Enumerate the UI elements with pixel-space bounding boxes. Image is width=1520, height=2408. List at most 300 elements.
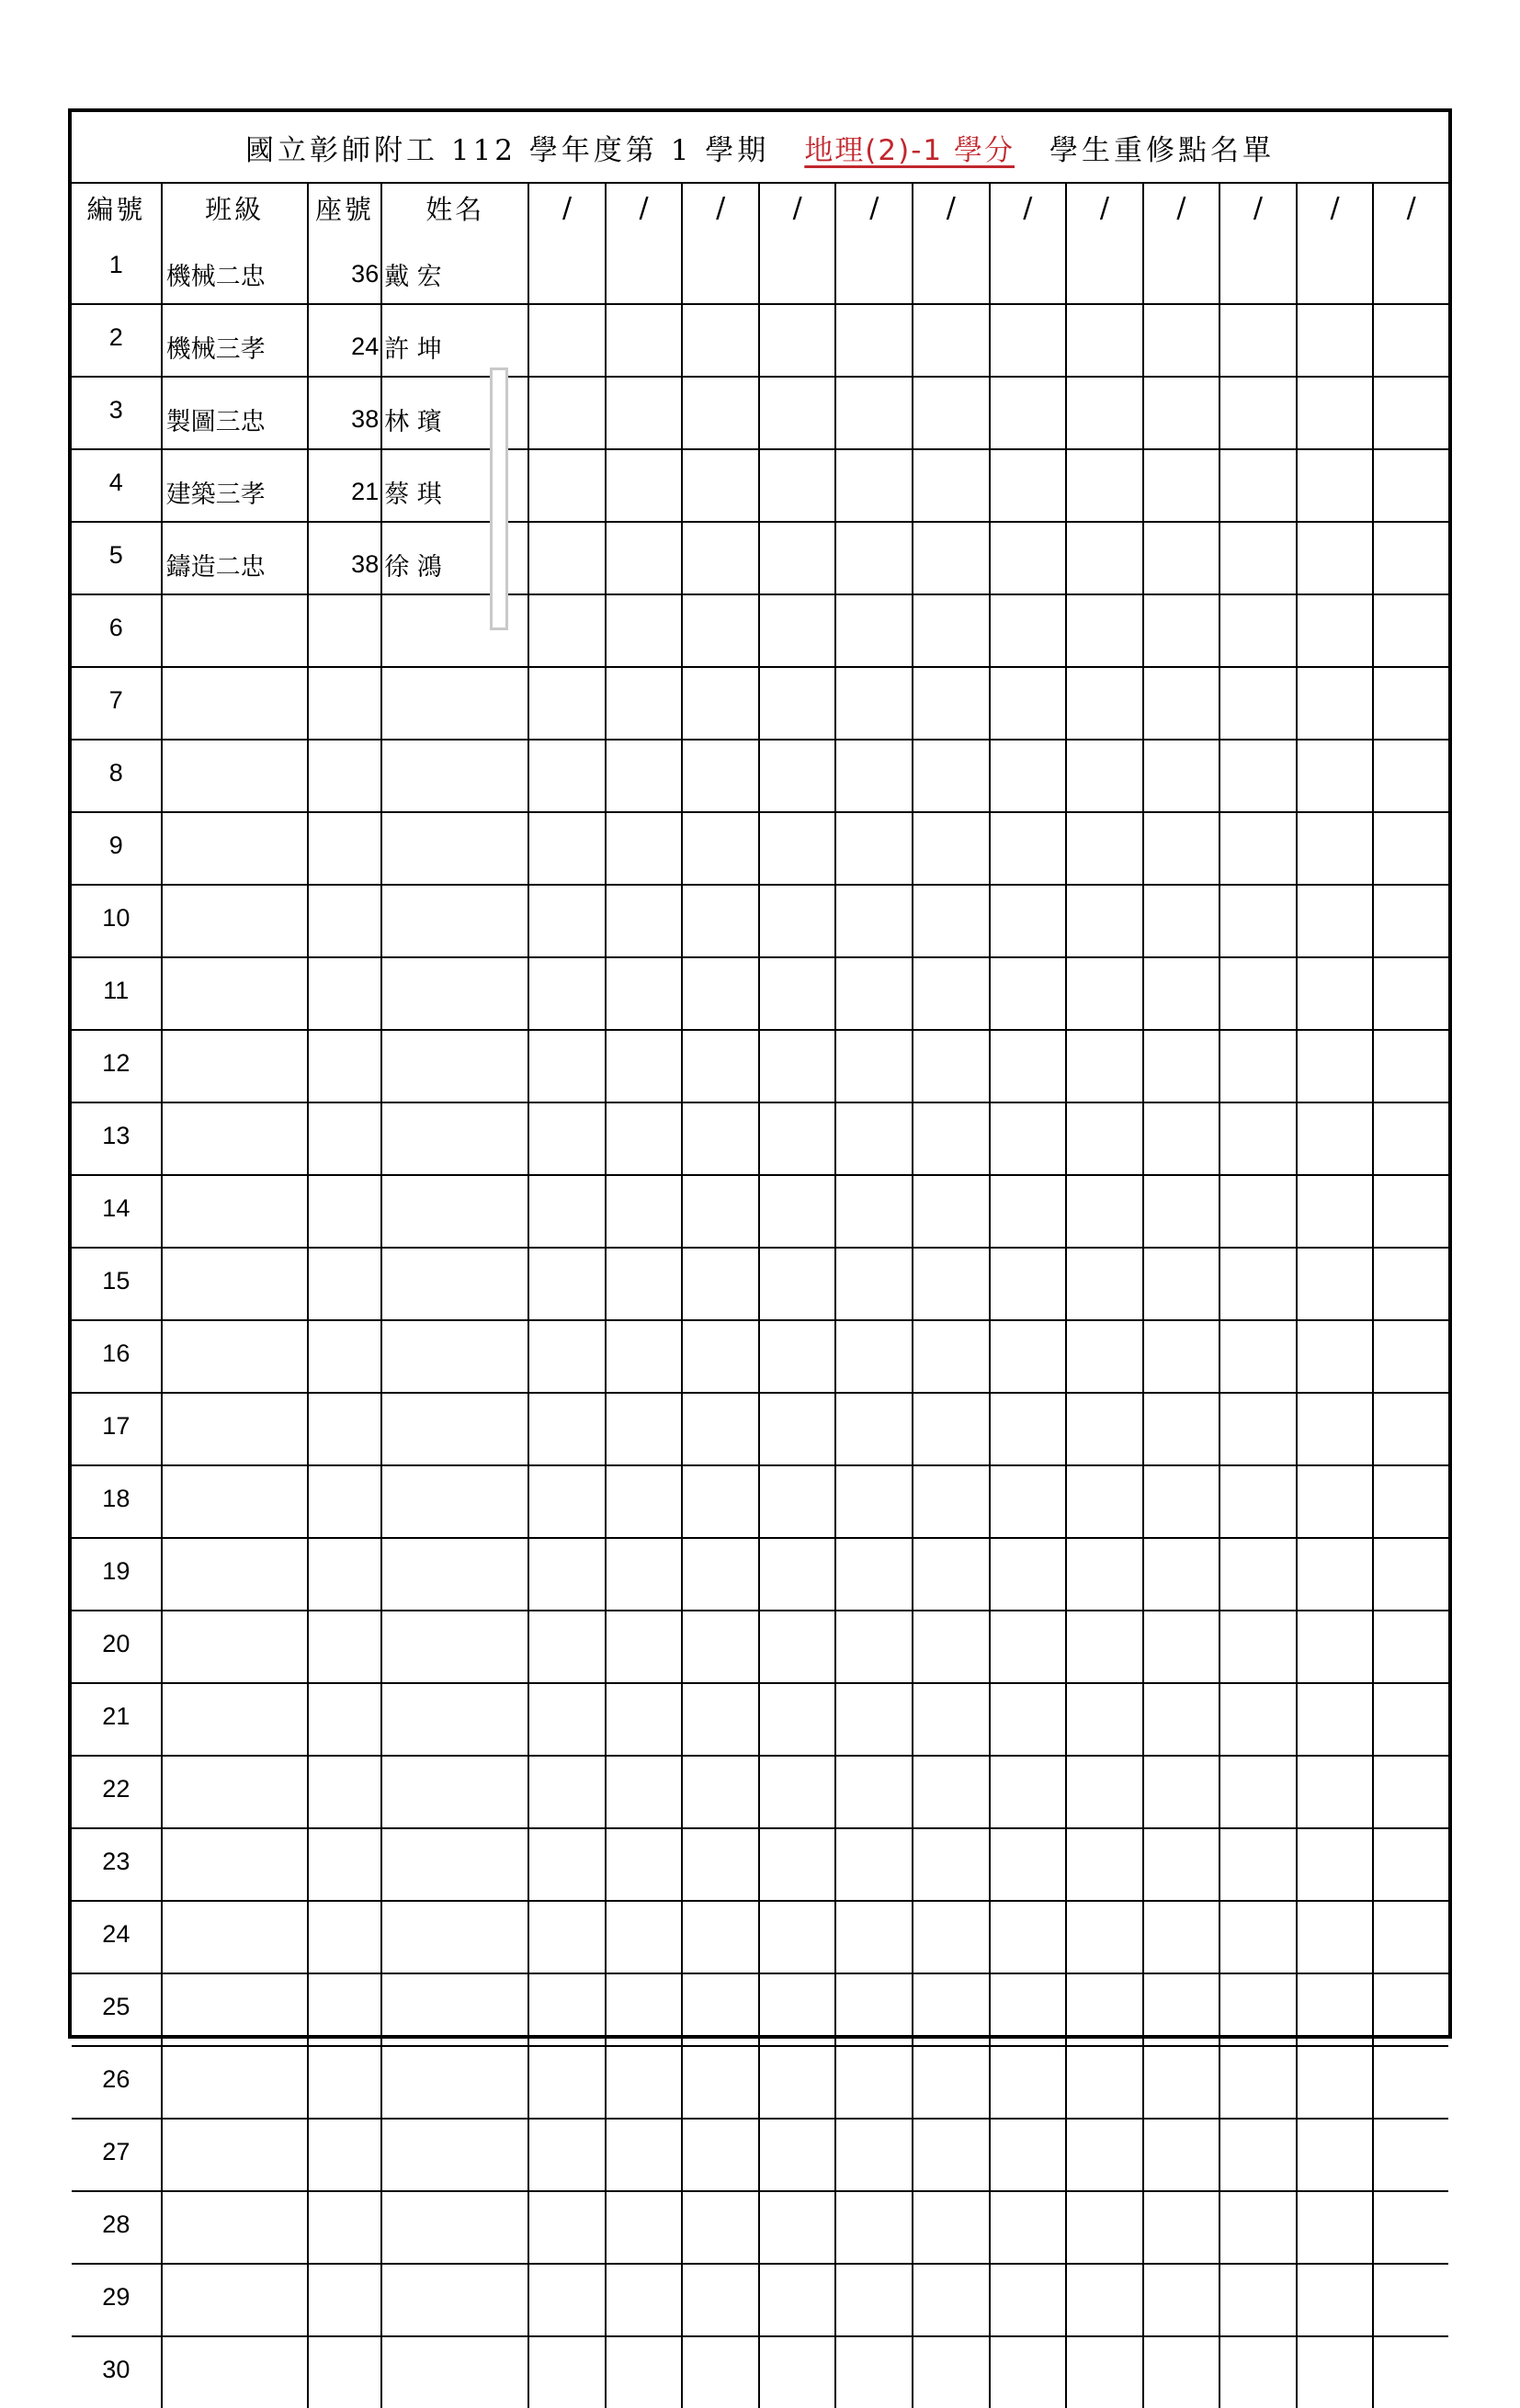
attendance-cell[interactable]	[990, 1320, 1067, 1393]
attendance-cell[interactable]	[1219, 1538, 1297, 1611]
attendance-cell[interactable]	[606, 1030, 683, 1102]
attendance-cell[interactable]	[759, 740, 836, 812]
attendance-cell[interactable]	[682, 2119, 759, 2191]
attendance-cell[interactable]	[990, 1465, 1067, 1538]
attendance-cell[interactable]	[1143, 1828, 1220, 1901]
attendance-cell[interactable]	[682, 304, 759, 377]
attendance-cell[interactable]	[1066, 812, 1143, 885]
attendance-cell[interactable]	[1373, 957, 1448, 1030]
attendance-cell[interactable]	[1373, 2119, 1448, 2191]
attendance-cell[interactable]	[1297, 740, 1374, 812]
attendance-cell[interactable]	[606, 2046, 683, 2119]
attendance-cell[interactable]	[1143, 740, 1220, 812]
attendance-cell[interactable]	[606, 377, 683, 449]
attendance-cell[interactable]	[1297, 1102, 1374, 1175]
attendance-cell[interactable]	[1297, 1248, 1374, 1320]
attendance-cell[interactable]	[990, 304, 1067, 377]
attendance-cell[interactable]	[990, 1030, 1067, 1102]
attendance-cell[interactable]	[913, 304, 990, 377]
attendance-cell[interactable]	[682, 1683, 759, 1756]
attendance-cell[interactable]	[1066, 2336, 1143, 2408]
attendance-cell[interactable]	[528, 1828, 606, 1901]
attendance-cell[interactable]	[682, 1901, 759, 1973]
attendance-cell[interactable]	[528, 1248, 606, 1320]
attendance-cell[interactable]	[1066, 1538, 1143, 1611]
attendance-cell[interactable]	[682, 1611, 759, 1683]
attendance-cell[interactable]	[528, 1393, 606, 1465]
attendance-cell[interactable]	[606, 667, 683, 740]
attendance-cell[interactable]	[528, 522, 606, 594]
attendance-cell[interactable]	[528, 812, 606, 885]
attendance-cell[interactable]	[759, 1756, 836, 1828]
attendance-cell[interactable]	[913, 812, 990, 885]
attendance-cell[interactable]	[1066, 1465, 1143, 1538]
attendance-cell[interactable]	[913, 594, 990, 667]
attendance-cell[interactable]	[1219, 377, 1297, 449]
attendance-cell[interactable]	[1066, 304, 1143, 377]
attendance-cell[interactable]	[913, 522, 990, 594]
attendance-cell[interactable]	[1219, 1901, 1297, 1973]
attendance-cell[interactable]	[1219, 1320, 1297, 1393]
attendance-cell[interactable]	[835, 1611, 913, 1683]
attendance-cell[interactable]	[1373, 1828, 1448, 1901]
attendance-cell[interactable]	[913, 377, 990, 449]
attendance-cell[interactable]	[913, 740, 990, 812]
attendance-cell[interactable]	[1297, 2119, 1374, 2191]
attendance-cell[interactable]	[1219, 957, 1297, 1030]
attendance-cell[interactable]	[1219, 2119, 1297, 2191]
attendance-cell[interactable]	[1297, 1683, 1374, 1756]
attendance-cell[interactable]	[1373, 1973, 1448, 2046]
attendance-cell[interactable]	[759, 2264, 836, 2336]
attendance-cell[interactable]	[759, 1538, 836, 1611]
attendance-cell[interactable]	[759, 1320, 836, 1393]
attendance-cell[interactable]	[528, 1683, 606, 1756]
attendance-cell[interactable]	[835, 1320, 913, 1393]
attendance-cell[interactable]	[682, 1102, 759, 1175]
attendance-cell[interactable]	[1143, 1538, 1220, 1611]
attendance-cell[interactable]	[835, 522, 913, 594]
attendance-cell[interactable]	[759, 667, 836, 740]
attendance-cell[interactable]	[990, 2119, 1067, 2191]
attendance-cell[interactable]	[606, 1320, 683, 1393]
attendance-cell[interactable]	[990, 594, 1067, 667]
attendance-cell[interactable]	[1297, 1756, 1374, 1828]
attendance-cell[interactable]	[528, 885, 606, 957]
attendance-cell[interactable]	[990, 2264, 1067, 2336]
attendance-cell[interactable]	[990, 957, 1067, 1030]
attendance-cell[interactable]	[759, 594, 836, 667]
attendance-cell[interactable]	[913, 2264, 990, 2336]
attendance-cell[interactable]	[606, 1973, 683, 2046]
attendance-cell[interactable]	[682, 232, 759, 304]
attendance-cell[interactable]	[1373, 1102, 1448, 1175]
attendance-cell[interactable]	[835, 957, 913, 1030]
attendance-cell[interactable]	[1373, 1538, 1448, 1611]
attendance-cell[interactable]	[1066, 957, 1143, 1030]
attendance-cell[interactable]	[759, 1248, 836, 1320]
attendance-cell[interactable]	[835, 1248, 913, 1320]
attendance-cell[interactable]	[990, 1683, 1067, 1756]
attendance-cell[interactable]	[1373, 1683, 1448, 1756]
attendance-cell[interactable]	[528, 594, 606, 667]
attendance-cell[interactable]	[759, 449, 836, 522]
attendance-cell[interactable]	[528, 1973, 606, 2046]
attendance-cell[interactable]	[1297, 377, 1374, 449]
attendance-cell[interactable]	[759, 2046, 836, 2119]
attendance-cell[interactable]	[1373, 1320, 1448, 1393]
attendance-cell[interactable]	[1373, 1175, 1448, 1248]
attendance-cell[interactable]	[1066, 1393, 1143, 1465]
attendance-cell[interactable]	[990, 1538, 1067, 1611]
attendance-cell[interactable]	[1143, 1901, 1220, 1973]
attendance-cell[interactable]	[682, 1175, 759, 1248]
attendance-cell[interactable]	[1143, 232, 1220, 304]
attendance-cell[interactable]	[682, 594, 759, 667]
attendance-cell[interactable]	[1066, 1828, 1143, 1901]
attendance-cell[interactable]	[1219, 1683, 1297, 1756]
attendance-cell[interactable]	[1143, 304, 1220, 377]
attendance-cell[interactable]	[759, 1102, 836, 1175]
attendance-cell[interactable]	[1297, 304, 1374, 377]
attendance-cell[interactable]	[913, 885, 990, 957]
attendance-cell[interactable]	[990, 1248, 1067, 1320]
attendance-cell[interactable]	[606, 594, 683, 667]
attendance-cell[interactable]	[1297, 1465, 1374, 1538]
attendance-cell[interactable]	[1373, 594, 1448, 667]
attendance-cell[interactable]	[528, 1175, 606, 1248]
attendance-cell[interactable]	[1143, 1102, 1220, 1175]
attendance-cell[interactable]	[835, 812, 913, 885]
attendance-cell[interactable]	[1143, 2336, 1220, 2408]
attendance-cell[interactable]	[913, 1683, 990, 1756]
attendance-cell[interactable]	[990, 1901, 1067, 1973]
attendance-cell[interactable]	[682, 2191, 759, 2264]
attendance-cell[interactable]	[759, 1611, 836, 1683]
attendance-cell[interactable]	[1143, 1175, 1220, 1248]
attendance-cell[interactable]	[1066, 885, 1143, 957]
attendance-cell[interactable]	[528, 2119, 606, 2191]
attendance-cell[interactable]	[759, 957, 836, 1030]
attendance-cell[interactable]	[1373, 377, 1448, 449]
attendance-cell[interactable]	[1143, 885, 1220, 957]
attendance-cell[interactable]	[1066, 1102, 1143, 1175]
attendance-cell[interactable]	[1297, 1175, 1374, 1248]
attendance-cell[interactable]	[606, 812, 683, 885]
attendance-cell[interactable]	[759, 377, 836, 449]
attendance-cell[interactable]	[1219, 1465, 1297, 1538]
attendance-cell[interactable]	[835, 885, 913, 957]
attendance-cell[interactable]	[682, 957, 759, 1030]
attendance-cell[interactable]	[1143, 1030, 1220, 1102]
attendance-cell[interactable]	[1143, 1393, 1220, 1465]
attendance-cell[interactable]	[1066, 594, 1143, 667]
attendance-cell[interactable]	[913, 957, 990, 1030]
attendance-cell[interactable]	[913, 232, 990, 304]
attendance-cell[interactable]	[1219, 1030, 1297, 1102]
attendance-cell[interactable]	[1066, 1901, 1143, 1973]
attendance-cell[interactable]	[1066, 1756, 1143, 1828]
attendance-cell[interactable]	[835, 1030, 913, 1102]
attendance-cell[interactable]	[835, 2264, 913, 2336]
attendance-cell[interactable]	[835, 2191, 913, 2264]
attendance-cell[interactable]	[1219, 1756, 1297, 1828]
attendance-cell[interactable]	[913, 2119, 990, 2191]
attendance-cell[interactable]	[1066, 1030, 1143, 1102]
attendance-cell[interactable]	[1143, 1973, 1220, 2046]
attendance-cell[interactable]	[1297, 885, 1374, 957]
attendance-cell[interactable]	[528, 1030, 606, 1102]
attendance-cell[interactable]	[1143, 2191, 1220, 2264]
attendance-cell[interactable]	[835, 1756, 913, 1828]
attendance-cell[interactable]	[759, 304, 836, 377]
attendance-cell[interactable]	[528, 1465, 606, 1538]
attendance-cell[interactable]	[1219, 740, 1297, 812]
attendance-cell[interactable]	[1143, 1611, 1220, 1683]
attendance-cell[interactable]	[1297, 2191, 1374, 2264]
attendance-cell[interactable]	[1373, 1393, 1448, 1465]
attendance-cell[interactable]	[606, 522, 683, 594]
attendance-cell[interactable]	[1219, 594, 1297, 667]
attendance-cell[interactable]	[1219, 304, 1297, 377]
attendance-cell[interactable]	[1143, 2119, 1220, 2191]
attendance-cell[interactable]	[913, 1102, 990, 1175]
attendance-cell[interactable]	[759, 2191, 836, 2264]
attendance-cell[interactable]	[759, 1393, 836, 1465]
attendance-cell[interactable]	[835, 1538, 913, 1611]
attendance-cell[interactable]	[528, 1538, 606, 1611]
attendance-cell[interactable]	[1297, 1030, 1374, 1102]
attendance-cell[interactable]	[1219, 1828, 1297, 1901]
attendance-cell[interactable]	[835, 2336, 913, 2408]
attendance-cell[interactable]	[1297, 1538, 1374, 1611]
attendance-cell[interactable]	[682, 377, 759, 449]
attendance-cell[interactable]	[1143, 2264, 1220, 2336]
attendance-cell[interactable]	[759, 1175, 836, 1248]
attendance-cell[interactable]	[528, 232, 606, 304]
attendance-cell[interactable]	[606, 2264, 683, 2336]
attendance-cell[interactable]	[1066, 1683, 1143, 1756]
attendance-cell[interactable]	[759, 2336, 836, 2408]
attendance-cell[interactable]	[913, 1901, 990, 1973]
attendance-cell[interactable]	[682, 1248, 759, 1320]
attendance-cell[interactable]	[606, 2336, 683, 2408]
attendance-cell[interactable]	[528, 449, 606, 522]
attendance-cell[interactable]	[1297, 232, 1374, 304]
attendance-cell[interactable]	[528, 377, 606, 449]
attendance-cell[interactable]	[990, 449, 1067, 522]
attendance-cell[interactable]	[990, 885, 1067, 957]
attendance-cell[interactable]	[1373, 812, 1448, 885]
attendance-cell[interactable]	[1143, 667, 1220, 740]
attendance-cell[interactable]	[1297, 812, 1374, 885]
attendance-cell[interactable]	[913, 1030, 990, 1102]
attendance-cell[interactable]	[1297, 1320, 1374, 1393]
attendance-cell[interactable]	[682, 667, 759, 740]
attendance-cell[interactable]	[835, 2046, 913, 2119]
attendance-cell[interactable]	[1219, 1248, 1297, 1320]
attendance-cell[interactable]	[1066, 522, 1143, 594]
attendance-cell[interactable]	[606, 1683, 683, 1756]
attendance-cell[interactable]	[990, 1828, 1067, 1901]
attendance-cell[interactable]	[1066, 2046, 1143, 2119]
attendance-cell[interactable]	[1219, 1973, 1297, 2046]
attendance-cell[interactable]	[913, 2046, 990, 2119]
attendance-cell[interactable]	[990, 812, 1067, 885]
attendance-cell[interactable]	[835, 232, 913, 304]
attendance-cell[interactable]	[1219, 885, 1297, 957]
attendance-cell[interactable]	[1143, 449, 1220, 522]
attendance-cell[interactable]	[913, 2191, 990, 2264]
attendance-cell[interactable]	[1373, 522, 1448, 594]
attendance-cell[interactable]	[1219, 2264, 1297, 2336]
attendance-cell[interactable]	[1373, 1248, 1448, 1320]
attendance-cell[interactable]	[1297, 2336, 1374, 2408]
attendance-cell[interactable]	[1373, 1611, 1448, 1683]
attendance-cell[interactable]	[528, 957, 606, 1030]
attendance-cell[interactable]	[1143, 522, 1220, 594]
attendance-cell[interactable]	[606, 1756, 683, 1828]
attendance-cell[interactable]	[1066, 1973, 1143, 2046]
attendance-cell[interactable]	[1373, 2336, 1448, 2408]
attendance-cell[interactable]	[1373, 2191, 1448, 2264]
attendance-cell[interactable]	[835, 377, 913, 449]
attendance-cell[interactable]	[835, 449, 913, 522]
attendance-cell[interactable]	[682, 449, 759, 522]
attendance-cell[interactable]	[1066, 449, 1143, 522]
attendance-cell[interactable]	[528, 2191, 606, 2264]
attendance-cell[interactable]	[990, 2336, 1067, 2408]
attendance-cell[interactable]	[990, 1756, 1067, 1828]
attendance-cell[interactable]	[913, 1465, 990, 1538]
attendance-cell[interactable]	[682, 2264, 759, 2336]
attendance-cell[interactable]	[528, 1901, 606, 1973]
attendance-cell[interactable]	[528, 667, 606, 740]
attendance-cell[interactable]	[682, 1393, 759, 1465]
attendance-cell[interactable]	[913, 1828, 990, 1901]
attendance-cell[interactable]	[835, 1102, 913, 1175]
attendance-cell[interactable]	[835, 1683, 913, 1756]
attendance-cell[interactable]	[1219, 449, 1297, 522]
attendance-cell[interactable]	[682, 812, 759, 885]
attendance-cell[interactable]	[606, 449, 683, 522]
attendance-cell[interactable]	[990, 377, 1067, 449]
attendance-cell[interactable]	[913, 2336, 990, 2408]
attendance-cell[interactable]	[1373, 1756, 1448, 1828]
attendance-cell[interactable]	[606, 1248, 683, 1320]
attendance-cell[interactable]	[835, 2119, 913, 2191]
attendance-cell[interactable]	[1373, 885, 1448, 957]
attendance-cell[interactable]	[606, 232, 683, 304]
attendance-cell[interactable]	[1219, 812, 1297, 885]
attendance-cell[interactable]	[913, 1393, 990, 1465]
attendance-cell[interactable]	[1219, 522, 1297, 594]
attendance-cell[interactable]	[682, 1030, 759, 1102]
attendance-cell[interactable]	[606, 1465, 683, 1538]
attendance-cell[interactable]	[759, 522, 836, 594]
attendance-cell[interactable]	[1373, 304, 1448, 377]
attendance-cell[interactable]	[682, 740, 759, 812]
attendance-cell[interactable]	[990, 1175, 1067, 1248]
attendance-cell[interactable]	[759, 1030, 836, 1102]
attendance-cell[interactable]	[759, 812, 836, 885]
attendance-cell[interactable]	[606, 1611, 683, 1683]
attendance-cell[interactable]	[528, 1756, 606, 1828]
attendance-cell[interactable]	[1219, 1175, 1297, 1248]
attendance-cell[interactable]	[759, 1465, 836, 1538]
attendance-cell[interactable]	[835, 304, 913, 377]
attendance-cell[interactable]	[1219, 232, 1297, 304]
attendance-cell[interactable]	[606, 1102, 683, 1175]
attendance-cell[interactable]	[835, 1465, 913, 1538]
attendance-cell[interactable]	[682, 885, 759, 957]
attendance-cell[interactable]	[1143, 1683, 1220, 1756]
attendance-cell[interactable]	[1297, 667, 1374, 740]
attendance-cell[interactable]	[1297, 1393, 1374, 1465]
attendance-cell[interactable]	[1297, 1901, 1374, 1973]
attendance-cell[interactable]	[528, 304, 606, 377]
attendance-cell[interactable]	[606, 740, 683, 812]
attendance-cell[interactable]	[1373, 740, 1448, 812]
attendance-cell[interactable]	[682, 1756, 759, 1828]
attendance-cell[interactable]	[1219, 2336, 1297, 2408]
attendance-cell[interactable]	[1219, 1393, 1297, 1465]
attendance-cell[interactable]	[1373, 449, 1448, 522]
attendance-cell[interactable]	[1297, 522, 1374, 594]
attendance-cell[interactable]	[606, 957, 683, 1030]
attendance-cell[interactable]	[1066, 740, 1143, 812]
attendance-cell[interactable]	[1066, 2264, 1143, 2336]
attendance-cell[interactable]	[1143, 1248, 1220, 1320]
attendance-cell[interactable]	[682, 1973, 759, 2046]
attendance-cell[interactable]	[1066, 1320, 1143, 1393]
attendance-cell[interactable]	[759, 1683, 836, 1756]
attendance-cell[interactable]	[990, 232, 1067, 304]
attendance-cell[interactable]	[759, 232, 836, 304]
attendance-cell[interactable]	[1219, 1611, 1297, 1683]
attendance-cell[interactable]	[1066, 667, 1143, 740]
attendance-cell[interactable]	[682, 1465, 759, 1538]
attendance-cell[interactable]	[835, 1973, 913, 2046]
attendance-cell[interactable]	[1066, 2119, 1143, 2191]
attendance-cell[interactable]	[913, 1611, 990, 1683]
attendance-cell[interactable]	[835, 594, 913, 667]
attendance-cell[interactable]	[990, 1611, 1067, 1683]
attendance-cell[interactable]	[1297, 449, 1374, 522]
attendance-cell[interactable]	[682, 1538, 759, 1611]
attendance-cell[interactable]	[759, 2119, 836, 2191]
attendance-cell[interactable]	[990, 2191, 1067, 2264]
attendance-cell[interactable]	[682, 1828, 759, 1901]
attendance-cell[interactable]	[835, 1175, 913, 1248]
attendance-cell[interactable]	[606, 1393, 683, 1465]
attendance-cell[interactable]	[1373, 2264, 1448, 2336]
attendance-cell[interactable]	[990, 1393, 1067, 1465]
attendance-cell[interactable]	[606, 1901, 683, 1973]
attendance-cell[interactable]	[1297, 957, 1374, 1030]
attendance-cell[interactable]	[682, 1320, 759, 1393]
attendance-cell[interactable]	[913, 1248, 990, 1320]
attendance-cell[interactable]	[990, 740, 1067, 812]
attendance-cell[interactable]	[1219, 2191, 1297, 2264]
attendance-cell[interactable]	[1297, 2264, 1374, 2336]
attendance-cell[interactable]	[1066, 1175, 1143, 1248]
attendance-cell[interactable]	[606, 1828, 683, 1901]
attendance-cell[interactable]	[606, 1175, 683, 1248]
attendance-cell[interactable]	[913, 1320, 990, 1393]
attendance-cell[interactable]	[913, 1973, 990, 2046]
attendance-cell[interactable]	[1066, 1611, 1143, 1683]
